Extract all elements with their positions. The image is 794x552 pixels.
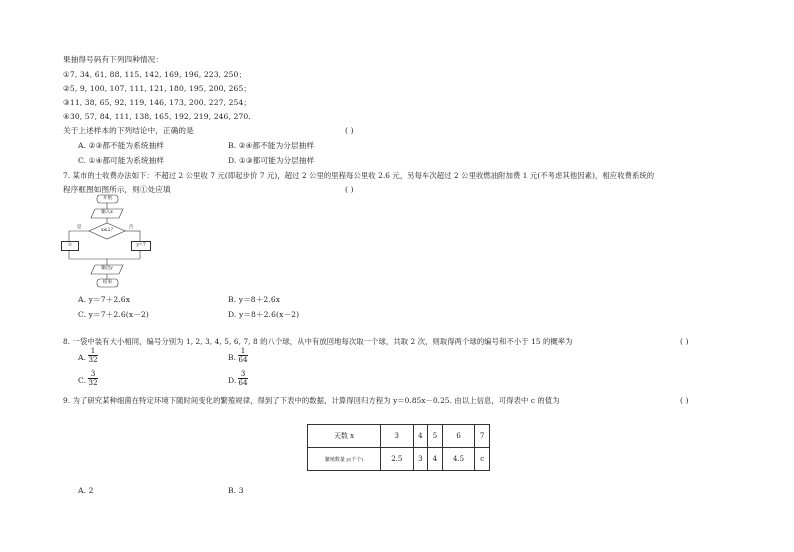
q6-option-d: D. ①③都可能为分层抽样 <box>228 156 315 165</box>
q8-option-d-fraction <box>236 370 250 387</box>
sample-case-1: ①7, 34, 61, 88, 115, 142, 169, 196, 223, 250； <box>63 70 247 79</box>
q8-option-c-fraction <box>86 370 100 387</box>
table-cell: 4 <box>413 425 428 448</box>
q6-option-a: A. ②③都不能为系统抽样 <box>78 141 164 150</box>
q8-option-b-denominator: 64 <box>238 355 248 364</box>
flowchart-input-label: 输入x <box>101 210 113 215</box>
table-cell: 4 <box>428 448 443 471</box>
table-cell: 3 <box>413 448 428 471</box>
table-header-days: 天数 x <box>308 425 381 448</box>
table-row <box>308 448 490 471</box>
flowchart-output-label: 输出y <box>101 266 113 271</box>
q7-option-d: D. y＝8＋2.6(x－2) <box>228 310 300 319</box>
q6-answer-paren: ( ) <box>345 126 354 135</box>
q7-stem-line2: 程序框图如图所示，则①处应填 <box>63 185 171 194</box>
q8-answer-paren: ( ) <box>680 337 689 346</box>
flowchart-yes-label: 是 <box>76 225 82 230</box>
q7-answer-paren: ( ) <box>345 185 354 194</box>
q8-option-c-numerator: 3 <box>90 369 96 378</box>
flowchart <box>60 192 160 294</box>
q7-option-b: B. y＝8＋2.6x <box>228 295 281 304</box>
q7-option-a: A. y＝7＋2.6x <box>78 295 131 304</box>
q8-option-a-fraction <box>86 347 100 364</box>
sample-case-4: ④30, 57, 84, 111, 138, 165, 192, 219, 246, 270. <box>63 112 251 121</box>
q8-option-b-numerator: 1 <box>240 346 246 355</box>
q8-option-a-denominator: 32 <box>88 355 98 364</box>
q8-option-d-denominator: 64 <box>238 378 248 387</box>
q9-option-b: B. 3 <box>228 486 244 495</box>
q8-option-b-label: B. <box>228 353 237 362</box>
q8-option-b-fraction <box>236 347 250 364</box>
q7-option-c: C. y＝7＋2.6(x－2) <box>78 310 149 319</box>
sample-case-3: ③11, 38, 65, 92, 119, 146, 173, 200, 227, 254； <box>63 98 252 107</box>
flowchart-condition-label: x≤2? <box>101 228 113 233</box>
table-cell: c <box>475 448 490 471</box>
flowchart-no-label: 否 <box>128 225 134 230</box>
flowchart-box-constant: y=7 <box>131 241 151 251</box>
q9-stem: 9. 为了研究某种细菌在特定环境下随时间变化的繁殖规律，得到了下表中的数据，计算得回归方程为 y＝0.85x－0.25. 由以上信息，可得表中 c 的值为 <box>63 396 560 405</box>
q8-stem: 8. 一袋中装有大小相同，编号分别为 1, 2, 3, 4, 5, 6, 7, 8 的八个球，从中有放回地每次取一个球，共取 2 次，则取得两个球的编号和不小于 15 的概率为 <box>63 337 573 346</box>
q9-option-a: A. 2 <box>78 486 94 495</box>
flowchart-start-label: 开始 <box>102 196 113 201</box>
q8-option-a-numerator: 1 <box>90 346 96 355</box>
table-cell: 5 <box>428 425 443 448</box>
flowchart-box-formula: ① <box>61 241 79 251</box>
q6-stem: 关于上述样本的下列结论中，正确的是 <box>63 126 194 135</box>
sample-case-2: ②5, 9, 100, 107, 111, 121, 180, 195, 200, 265； <box>63 84 252 93</box>
table-cell: 4.5 <box>442 448 475 471</box>
flowchart-end-label: 结束 <box>102 280 113 285</box>
q8-option-a-label: A. <box>78 353 87 362</box>
q6-option-b: B. ②④都不能为分层抽样 <box>228 141 315 150</box>
table-cell: 6 <box>442 425 475 448</box>
q9-answer-paren: ( ) <box>680 396 689 405</box>
table-cell: 3 <box>381 425 414 448</box>
intro-line: 果抽得号码有下列四种情况： <box>63 55 164 64</box>
q8-option-d-label: D. <box>228 376 237 385</box>
q8-option-c-label: C. <box>78 376 87 385</box>
q8-option-d-numerator: 3 <box>240 369 246 378</box>
table-cell: 2.5 <box>381 448 414 471</box>
growth-data-table <box>307 424 490 471</box>
q8-option-c-denominator: 32 <box>88 378 98 387</box>
table-cell: 7 <box>475 425 490 448</box>
table-header-count: 繁殖数量 y(千个) <box>308 448 381 471</box>
table-row <box>308 425 490 448</box>
q6-option-c: C. ①④都可能为系统抽样 <box>78 156 165 165</box>
q7-stem-line1: 7. 某市的士收费办法如下：不超过 2 公里收 7 元(即起步价 7 元)，超过 2 公里的里程每公里收 2.6 元，另每车次超过 2 公里收燃油附加费 1 元(不考虑其他因素)，相应收费系统的 <box>63 171 655 180</box>
